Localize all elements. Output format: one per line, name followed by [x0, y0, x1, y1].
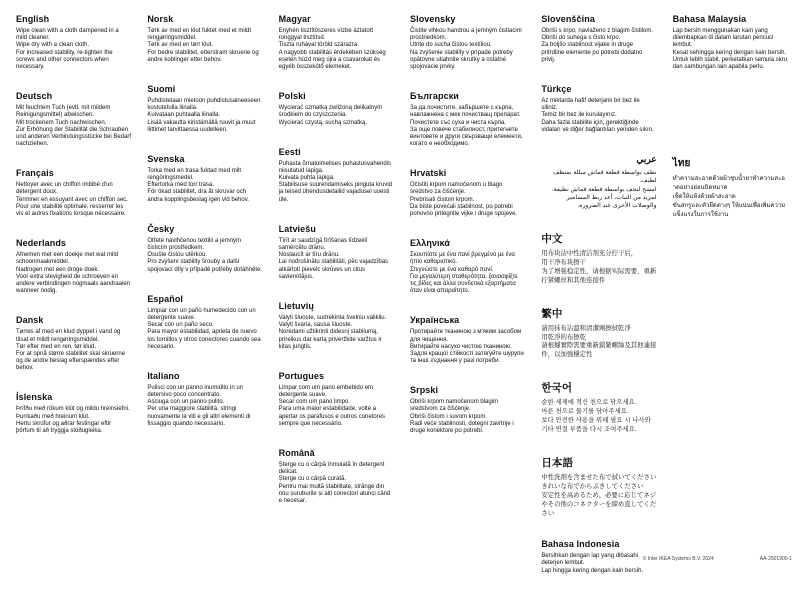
- language-title-hrvatski: Hrvatski: [410, 168, 447, 179]
- instruction-line: Az miktarda hafif deterjanlı bir bez ile siliniz.: [541, 97, 640, 112]
- section-eesti: [279, 147, 394, 204]
- instruction-line: Para mayor estabilidad, aprieta de nuevo los tornillos y otros conectores cuando sea necesario.: [147, 329, 261, 350]
- instruction-line: Puhasta õrnatoimelises puhastusvahendis niisutatud lapiga.: [278, 160, 392, 174]
- language-body-norsk: [147, 28, 262, 64]
- language-body-chinese-simplified: [541, 250, 656, 286]
- instruction-line: Obriši do suhega s čisto krpo.: [541, 35, 621, 42]
- language-title-svenska: Svenska: [147, 153, 185, 164]
- instruction-line: Osušte čistou utěrkou.: [147, 252, 208, 259]
- section-japanese: [541, 455, 656, 519]
- language-title-espanol: Español: [147, 293, 184, 304]
- instruction-line: Þurrkaðu með hreinum klút.: [16, 413, 90, 420]
- instruction-line: Bersihkan dengan lap yang dibasahi deterjen lembut.: [541, 553, 639, 567]
- instruction-line: Za boljšo stabilnost vijake in druge pritrdilne elemente po potrebi dodatno privij.: [541, 42, 643, 63]
- section-turkce: [541, 84, 656, 134]
- instruction-line: Utrite do sucha čistou textíliou.: [410, 42, 492, 49]
- language-title-ellinika: Ελληνικά: [410, 238, 451, 249]
- section-english: [16, 14, 131, 71]
- instruction-line: Per una maggiore stabilità, stringi nuovamente le viti e gli altri elementi di fissaggio quando necessario.: [147, 406, 251, 427]
- instruction-line: 보다 안전한 사용을 위해 필요 시 나사와 기타 연결 부품을 다시 조여주세요.: [541, 417, 651, 434]
- language-columns: [16, 14, 788, 595]
- language-title-english: English: [16, 14, 50, 24]
- column-2: [147, 14, 262, 448]
- language-body-ukrainska: [410, 329, 525, 365]
- language-body-slovensky: [410, 28, 525, 71]
- instruction-line: 用乾淨的布擦乾: [541, 333, 587, 341]
- language-title-lietuviu: Lietuvių: [278, 300, 314, 311]
- language-title-srpski: Srpski: [410, 385, 439, 396]
- section-thai: [673, 156, 788, 220]
- language-body-bahasa-malaysia: [673, 28, 788, 71]
- instruction-line: ขันสกรูและตัวยึดต่างๆ ให้แน่นเพื่อเพิ่มความแข็งแรงในการใช้งาน: [672, 203, 786, 219]
- instruction-line: Șterge cu o cârpă înmuiată în detergent delicat.: [278, 462, 385, 476]
- language-title-japanese: 日本語: [541, 457, 574, 470]
- instruction-line: Enyhén tisztítószeres vízbe áztatott ronggyal tisztítsd.: [278, 28, 374, 42]
- instruction-line: For bedre stabilitet, etterstram skruene og andre koblinger etter behov.: [147, 49, 259, 63]
- instruction-line: เช็ดให้แห้งด้วยผ้าสะอาด: [672, 194, 736, 201]
- language-title-italiano: Italiano: [147, 370, 180, 381]
- language-title-deutsch: Deutsch: [16, 91, 53, 102]
- section-norsk: [147, 14, 262, 64]
- language-body-arabic: [541, 169, 656, 211]
- column-3: [279, 14, 394, 525]
- language-title-turkce: Türkçe: [541, 83, 572, 94]
- language-title-chinese-simplified: 中文: [541, 232, 563, 245]
- language-body-dansk: [16, 329, 131, 372]
- instruction-line: Secar com um pano limpo.: [278, 399, 351, 406]
- language-title-romana: Română: [278, 448, 315, 458]
- instruction-line: Afnemen met een doekje met wat mild schoonmaakmiddel.: [16, 252, 119, 266]
- language-title-portugues: Portugues: [278, 370, 325, 381]
- instruction-line: Temiz bir bez ile kurulayınız.: [541, 112, 617, 119]
- section-espanol: [147, 294, 262, 351]
- instruction-line: 순한 세제에 적신 천으로 닦으세요.: [541, 399, 637, 407]
- language-body-hrvatski: [410, 182, 525, 218]
- instruction-line: Wycierać czystą, suchą szmatką.: [278, 119, 367, 126]
- section-francais: [16, 168, 131, 218]
- instruction-line: Prebrisati čistom krpom.: [410, 196, 475, 203]
- instruction-line: Zur Erhöhung der Stabilität die Schrauben und anderen Verbindungsstücke bei Bedarf nachziehen.: [16, 126, 132, 148]
- instruction-line: Mit trockenem Tuch nachwischen.: [16, 119, 107, 126]
- instruction-line: Asciuga con un panno pulito.: [147, 399, 225, 406]
- language-title-korean: 한국어: [541, 382, 573, 395]
- section-bulgarski: [410, 91, 525, 148]
- section-chinese-simplified: [541, 231, 656, 286]
- language-title-polski: Polski: [278, 91, 306, 102]
- language-title-latviesu: Latviešu: [278, 223, 316, 234]
- language-body-latviesu: [279, 238, 394, 281]
- instruction-line: Čistite vlhkou handrou a jemným čistiacim prostriedkom.: [410, 28, 522, 42]
- instruction-line: Почистете със суха и чиста кърпа.: [410, 119, 506, 126]
- instruction-line: Valyti švaria, sausa šluoste.: [278, 322, 353, 329]
- language-body-srpski: [410, 399, 525, 435]
- instruction-line: 請根據實際需要重新鎖緊螺絲及其他連接件，以加強穩定性: [541, 342, 657, 359]
- language-body-francais: [16, 182, 131, 218]
- language-title-nederlands: Nederlands: [16, 238, 67, 249]
- instruction-line: Wycierać szmatką zwilżoną delikatnym środkiem do czyszczenia.: [278, 105, 383, 119]
- instruction-line: Lap hingga kering dengan kain bersih.: [541, 567, 644, 574]
- instruction-line: Daha fazla stabilite için, gerektiğinde vidaları ve diğer bağlantıları yeniden sıkın.: [541, 119, 654, 133]
- instruction-line: 用干净布块擦干: [541, 258, 587, 266]
- language-body-suomi: [147, 98, 262, 134]
- language-body-italiano: [147, 385, 262, 428]
- instruction-line: ทำความสะอาดด้วยผ้าชุบน้ำยาทำความสะอาดอย่างอ่อนบิดหมาด: [672, 176, 785, 192]
- language-title-dansk: Dansk: [16, 315, 44, 326]
- instruction-line: Da biste povećali stabilnost, po potrebi ponovno pritegnite vijke i druge spojeve.: [410, 203, 518, 217]
- section-chinese-traditional: [541, 306, 656, 361]
- instruction-line: Otřete navlhčenou textilií a jemným čisticím prostředkem.: [147, 237, 242, 251]
- instruction-line: Протирайте тканиною з м'яким засобом для чищення.: [410, 329, 522, 343]
- instruction-line: Þrífðu með rökum klút og mildu hreinsiefni.: [16, 406, 130, 413]
- language-body-lietuviu: [279, 315, 394, 351]
- language-body-bahasa-indonesia: [541, 553, 656, 575]
- section-slovensky: [410, 14, 525, 71]
- language-title-eesti: Eesti: [278, 146, 301, 157]
- section-dansk: [16, 315, 131, 372]
- instruction-line: Kuivataan puhtaalla liinalla.: [147, 112, 221, 119]
- instruction-line: Lai nodrošinātu stabilitāti, pēc vajadzības atkārtoti pievelc skrūves un citus savienotājus.: [278, 259, 389, 280]
- section-ukrainska: [410, 315, 525, 365]
- instruction-line: 마른 천으로 물기를 닦아주세요.: [541, 408, 629, 416]
- language-title-ukrainska: Українська: [410, 315, 460, 326]
- instruction-line: Obriši s krpo, navlaženo z blagim čistilom.: [541, 28, 654, 34]
- instruction-line: Terminer en essuyant avec un chiffon sec.: [16, 196, 128, 203]
- section-polski: [279, 91, 394, 127]
- section-korean: [541, 380, 656, 435]
- instruction-line: Lisää vakautta kiristämällä ruuvit ja muut liittimet tarvittaessa uudelleen.: [147, 119, 256, 133]
- section-slovenscina: [541, 14, 656, 64]
- instruction-line: Noslaucīt ar tīru drānu.: [278, 252, 340, 259]
- section-ellinika: [410, 238, 525, 295]
- instruction-line: Puhdistetaan mietoon puhdistusaineeseen kostutetulla liinalla.: [147, 97, 261, 112]
- language-body-english: [16, 28, 131, 71]
- instruction-line: Untuk lebih stabil, perketatkan semula skru dan sambungan lain apabila perlu.: [672, 56, 788, 70]
- language-body-turkce: [541, 98, 656, 134]
- column-4: [410, 14, 525, 455]
- instruction-line: نظف بواسطة قطعة قماش مبللة بمنظف لطيف.: [553, 168, 657, 185]
- instruction-line: Wipe dry with a clean cloth.: [16, 42, 90, 49]
- instruction-line: Tiszta ruhával töröld szárazra.: [278, 42, 359, 49]
- instruction-line: Hertu skrúfur og aðrar festingar eftir þörfum til að tryggja stöðugleika.: [16, 420, 112, 434]
- instruction-line: Para uma maior estabilidade, volte a apertar os parafusos e outros conetores sempre que necessário.: [278, 406, 386, 427]
- section-bahasa-malaysia: [673, 14, 788, 71]
- language-body-romana: [279, 462, 394, 505]
- footer: [643, 556, 792, 562]
- instruction-line: Norėdami užtikrinti didesnį stabilumą, prireikus dar kartą priveržkite varžtus ir kitas jungtis.: [278, 329, 382, 350]
- section-magyar: [279, 14, 394, 71]
- language-title-bahasa-malaysia: Bahasa Malaysia: [672, 14, 747, 24]
- language-title-norsk: Norsk: [147, 14, 174, 24]
- instruction-line: Nadrogen met een droge doek.: [16, 266, 100, 273]
- language-body-slovenscina: [541, 28, 656, 64]
- instruction-line: Wipe clean with a cloth dampened in a mild cleaner.: [16, 28, 119, 42]
- language-title-bulgarski: Български: [410, 91, 459, 102]
- instruction-line: Σκουπίστε με ένα πανί βρεγμένο με ένα ήπιο καθαριστικό.: [410, 252, 515, 266]
- language-title-islenska: Íslenska: [16, 392, 53, 403]
- language-body-japanese: [541, 474, 656, 519]
- language-title-thai: ไทย: [672, 158, 691, 170]
- language-body-polski: [279, 105, 394, 127]
- language-body-bulgarski: [410, 105, 525, 148]
- section-cesky: [147, 224, 262, 274]
- language-body-deutsch: [16, 105, 131, 148]
- language-body-thai: [673, 175, 788, 220]
- instruction-line: Tørk av med en tørr klut.: [147, 42, 214, 49]
- instruction-line: Voor extra stevigheid de schroeven en andere verbindingen nogmaals aandraaien wanneer nodig.: [16, 273, 131, 295]
- instruction-line: 用布块沾中性清洁剂充分拧干后，: [541, 249, 638, 257]
- instruction-line: Eftertorka med torr trasa.: [147, 182, 215, 189]
- language-body-magyar: [279, 28, 394, 71]
- language-body-svenska: [147, 168, 262, 204]
- instruction-line: 安定性を高めるため、必要に応じてネジやその他のコネクターを締め直してください: [541, 492, 657, 518]
- section-suomi: [147, 84, 262, 134]
- section-svenska: [147, 154, 262, 204]
- language-body-eesti: [279, 161, 394, 204]
- instruction-line: Șterge cu o cârpă curată.: [278, 476, 347, 483]
- language-body-ellinika: [410, 252, 525, 295]
- section-lietuviu: [279, 301, 394, 351]
- section-islenska: [16, 392, 131, 435]
- section-latviesu: [279, 224, 394, 281]
- instruction-line: Valyti šluoste, sudrėkinta švelniu valikliu.: [278, 314, 387, 321]
- language-body-cesky: [147, 238, 262, 274]
- copyright-text: © Inter IKEA Systems B.V. 2024: [642, 556, 714, 562]
- instruction-line: For increased stability, re-tighten the screws and other connectors when necessary.: [16, 49, 113, 70]
- instruction-line: Obriši čistom i suvom krpom.: [410, 413, 488, 420]
- language-title-cesky: Česky: [147, 223, 175, 234]
- instruction-line: Kesat sehingga kering dengan kain bersih.: [672, 49, 787, 56]
- instruction-line: Očistiti krpom namočenom u blago sredstvo za čišćenje.: [410, 182, 503, 196]
- section-srpski: [410, 385, 525, 435]
- instruction-line: Витирайте насухо чистою тканиною.: [410, 343, 512, 350]
- language-title-suomi: Suomi: [147, 83, 176, 94]
- instruction-line: Kuivata puhta lapiga.: [278, 175, 335, 182]
- section-nederlands: [16, 238, 131, 295]
- instruction-line: Obriši krpom namočenom blagim sredstvom za čišćenje.: [410, 399, 499, 413]
- instruction-line: Για μεγαλύτερη σταθερότητα, ξανασφίξτε τις βίδες και άλλα συνδετικά εξαρτήματα όταν είναι απαραίτητο.: [410, 273, 518, 295]
- language-title-magyar: Magyar: [278, 14, 311, 24]
- language-title-slovenscina: Slovenščina: [541, 14, 595, 24]
- language-body-korean: [541, 399, 656, 435]
- instruction-line: Stabiilsuse suurendamiseks pinguta kruvid ja teised ühendusdetailid vajadusel uuesti üle.: [278, 182, 393, 203]
- instruction-line: Задля кращої стійкості затягуйте шурупи та інші з'єднання у разі потреби.: [410, 350, 524, 365]
- section-italiano: [147, 371, 262, 428]
- section-hrvatski: [410, 168, 525, 218]
- section-deutsch: [16, 91, 131, 148]
- language-title-chinese-traditional: 繁中: [541, 307, 563, 320]
- instruction-line: För ökad stabilitet, dra åt skruvar och andra kopplingsbeslag igen vid behov.: [147, 189, 249, 203]
- instruction-line: Pour une stabilité optimale, resserrer les vis et autres fixations lorsque nécessaire.: [16, 203, 126, 217]
- instruction-line: لمزيد من الثبات، أعد ربط المسامير والوصلات الأخرى عند الضرورة.: [566, 193, 657, 210]
- language-body-nederlands: [16, 252, 131, 295]
- column-1: [16, 14, 131, 455]
- language-title-slovensky: Slovensky: [410, 14, 456, 24]
- column-5: [541, 14, 656, 595]
- instruction-line: 請用抹布沾溫和清潔劑擦拭乾淨: [541, 324, 631, 332]
- instruction-line: For at opnå større stabilitet skal skruerne og de andre beslag efterspændes efter behov.: [16, 350, 126, 372]
- instruction-line: Radi veće stabilnosti, dotegni zavrtnje i druge konektore po potrebi.: [410, 420, 514, 434]
- instruction-line: Lap bersih menggunakan kain yang dilembapkan di dalam larutan pencuci lembut.: [672, 28, 774, 49]
- section-arabic: [541, 154, 656, 211]
- language-title-francais: Français: [16, 168, 54, 179]
- instruction-line: Pentru mai multă stabilitate, strânge din nou șuruburile și alți conectori atunci când e necesar.: [278, 483, 391, 504]
- language-title-arabic: عربي: [636, 153, 657, 164]
- section-bahasa-indonesia: [541, 539, 656, 575]
- instruction-line: A nagyobb stabilitás érdekében szükség esetén húzd meg újra a csavarokat és egyéb összekötő elemeket.: [278, 49, 386, 70]
- instruction-line: Na zvýšenie stability v prípade potreby opätovne utiahnite skrutky a ostatné spojovacie prvky.: [410, 49, 513, 70]
- instruction-line: Tørres af med en klud dyppet i vand og tilsat et mildt rengøringsmiddel.: [16, 329, 121, 343]
- instruction-line: За още повече стабилност, притегнете винтовете и други свързващи елементи, когато е необходимо.: [410, 126, 523, 148]
- language-body-portugues: [279, 385, 394, 428]
- instruction-line: Tørk av med en klut fuktet med et mildt rengjøringsmiddel.: [147, 28, 252, 42]
- instruction-line: Pulisci con un panno inumidito in un detersivo poco concentrato.: [147, 384, 244, 399]
- section-romana: [279, 448, 394, 505]
- language-body-chinese-traditional: [541, 325, 656, 361]
- instruction-line: Nettoyer avec un chiffon imbibé d'un détergent doux.: [16, 182, 113, 196]
- instruction-line: Στεγνώστε με ένα καθαρό πανί.: [410, 266, 494, 273]
- language-body-islenska: [16, 406, 131, 435]
- instruction-line: Tør efter med en ren, tør klud.: [16, 343, 97, 350]
- document-number: AA-2501900-1: [759, 556, 792, 562]
- instruction-line: 为了增强稳定性，请根据实际需要，重新拧紧螺丝和其他连接件: [541, 267, 657, 284]
- instruction-line: Tīrīt ar saudzīgā tīrīšanas līdzeklī samērcētu drānu.: [278, 237, 368, 251]
- column-6: [673, 14, 788, 240]
- language-body-espanol: [147, 308, 262, 351]
- instruction-line: Secar con un paño seco.: [147, 322, 214, 329]
- instruction-line: Limpar com um pano embebido em detergente suave.: [278, 384, 374, 399]
- instruction-line: Limpiar con un paño humedecido con un detergente suave.: [147, 307, 256, 321]
- instruction-line: 中性洗剤を含ませた布で拭いてください: [541, 474, 657, 482]
- section-portugues: [279, 371, 394, 428]
- instruction-line: きれいな布でからぶきしてください: [541, 483, 644, 491]
- language-title-bahasa-indonesia: Bahasa Indonesia: [541, 539, 620, 550]
- instruction-line: Mit feuchtem Tuch (evtl. mit mildem Reinigungsmittel) abwischen.: [16, 105, 111, 119]
- instruction-line: امسح لتجف بواسطة قطعة قماش نظيفة.: [552, 185, 657, 193]
- instruction-line: За да почистите, забършете с кърпа, навлажнена с мек почистващ препарат.: [410, 105, 521, 119]
- instruction-line: Pro zvýšení stability šrouby a další spojovací díly v případě potřeby dotáhněte.: [147, 259, 263, 273]
- instruction-line: Torka med en trasa fuktad med milt rengöringsmedel.: [147, 167, 242, 182]
